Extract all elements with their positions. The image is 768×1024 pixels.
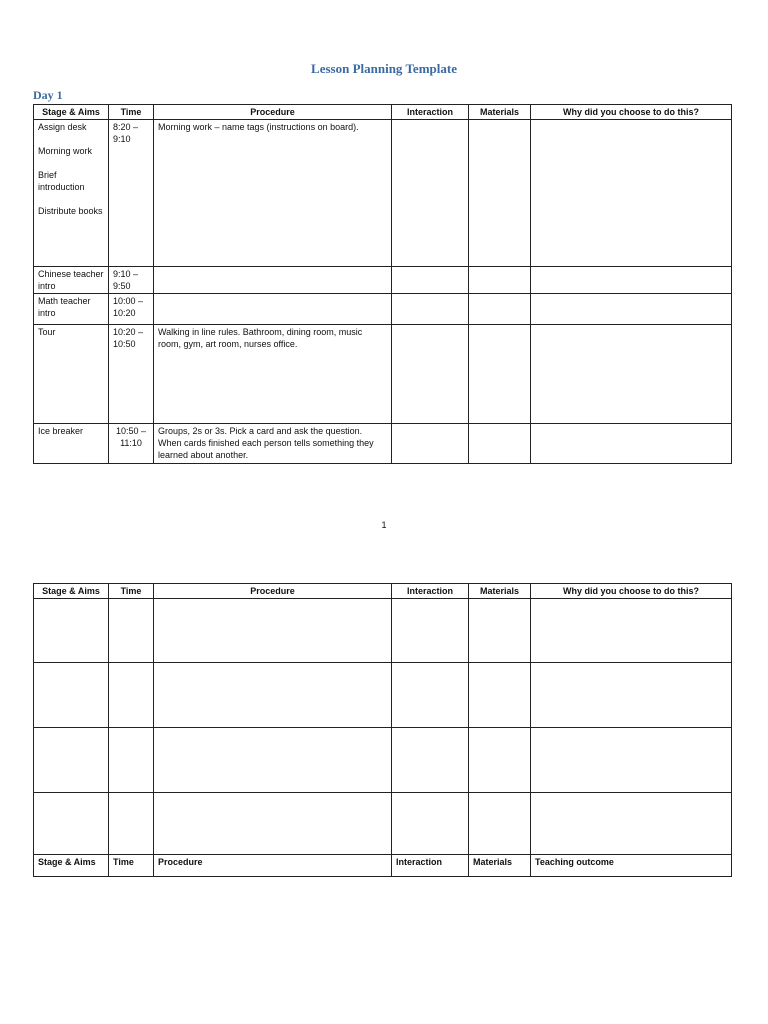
why-cell (531, 267, 732, 294)
table-row (34, 599, 732, 663)
why-cell (531, 325, 732, 424)
procedure-cell: Groups, 2s or 3s. Pick a card and ask the question. When cards finished each person tells something they learned about another. (154, 424, 392, 464)
footer-teaching-outcome: Teaching outcome (531, 855, 732, 877)
why-cell (531, 663, 732, 728)
stage-line: Assign desk (38, 122, 87, 132)
lesson-plan-table-day-1 (33, 104, 732, 464)
why-cell (531, 599, 732, 663)
materials-cell (469, 267, 531, 294)
time-cell: 9:10 – 9:50 (109, 267, 154, 294)
time-cell: 10:50 – 11:10 (109, 424, 154, 464)
table-row (34, 728, 732, 793)
time-cell (109, 793, 154, 855)
interaction-cell (392, 267, 469, 294)
footer-stage-aims: Stage & Aims (34, 855, 109, 877)
stage-cell: Ice breaker (34, 424, 109, 464)
time-cell: 10:00 – 10:20 (109, 294, 154, 325)
header-time: Time (109, 584, 154, 599)
procedure-cell: Walking in line rules. Bathroom, dining room, music room, gym, art room, nurses office. (154, 325, 392, 424)
footer-interaction: Interaction (392, 855, 469, 877)
stage-line: Distribute books (38, 206, 103, 216)
table-header-row (34, 584, 732, 599)
procedure-cell: Morning work – name tags (instructions on board). (154, 120, 392, 267)
procedure-cell (154, 294, 392, 325)
procedure-cell (154, 728, 392, 793)
why-cell (531, 424, 732, 464)
why-cell (531, 294, 732, 325)
table-header-row (34, 105, 732, 120)
document-title: Lesson Planning Template (311, 61, 457, 76)
header-interaction: Interaction (392, 584, 469, 599)
header-procedure: Procedure (154, 105, 392, 120)
interaction-cell (392, 793, 469, 855)
footer-materials: Materials (469, 855, 531, 877)
stage-cell (34, 599, 109, 663)
materials-cell (469, 793, 531, 855)
footer-time: Time (109, 855, 154, 877)
time-cell: 8:20 – 9:10 (109, 120, 154, 267)
materials-cell (469, 120, 531, 267)
header-stage-aims: Stage & Aims (34, 105, 109, 120)
stage-cell: Tour (34, 325, 109, 424)
table-row (34, 294, 732, 325)
stage-cell (34, 728, 109, 793)
table-row (34, 424, 732, 464)
time-cell (109, 663, 154, 728)
interaction-cell (392, 663, 469, 728)
materials-cell (469, 728, 531, 793)
interaction-cell (392, 120, 469, 267)
footer-procedure: Procedure (154, 855, 392, 877)
table-row (34, 267, 732, 294)
page-number: 1 (381, 520, 387, 530)
stage-cell (34, 120, 109, 267)
procedure-cell (154, 267, 392, 294)
stage-cell (34, 663, 109, 728)
time-cell: 10:20 – 10:50 (109, 325, 154, 424)
interaction-cell (392, 424, 469, 464)
time-cell (109, 599, 154, 663)
header-why: Why did you choose to do this? (531, 584, 732, 599)
procedure-cell (154, 599, 392, 663)
interaction-cell (392, 728, 469, 793)
materials-cell (469, 663, 531, 728)
stage-cell: Math teacher intro (34, 294, 109, 325)
stage-cell (34, 793, 109, 855)
why-cell (531, 120, 732, 267)
table-footer-row (34, 855, 732, 877)
stage-line: Brief introduction (38, 170, 85, 192)
interaction-cell (392, 325, 469, 424)
header-procedure: Procedure (154, 584, 392, 599)
materials-cell (469, 294, 531, 325)
interaction-cell (392, 599, 469, 663)
header-interaction: Interaction (392, 105, 469, 120)
why-cell (531, 728, 732, 793)
day-heading: Day 1 (33, 88, 63, 102)
table-row (34, 120, 732, 267)
header-why: Why did you choose to do this? (531, 105, 732, 120)
header-materials: Materials (469, 584, 531, 599)
interaction-cell (392, 294, 469, 325)
table-row (34, 325, 732, 424)
table-row (34, 663, 732, 728)
header-time: Time (109, 105, 154, 120)
materials-cell (469, 424, 531, 464)
materials-cell (469, 325, 531, 424)
procedure-cell (154, 793, 392, 855)
table-row (34, 793, 732, 855)
procedure-cell (154, 663, 392, 728)
lesson-plan-table-blank (33, 583, 732, 877)
stage-line: Morning work (38, 146, 93, 156)
header-stage-aims: Stage & Aims (34, 584, 109, 599)
stage-cell: Chinese teacher intro (34, 267, 109, 294)
time-cell (109, 728, 154, 793)
header-materials: Materials (469, 105, 531, 120)
why-cell (531, 793, 732, 855)
materials-cell (469, 599, 531, 663)
